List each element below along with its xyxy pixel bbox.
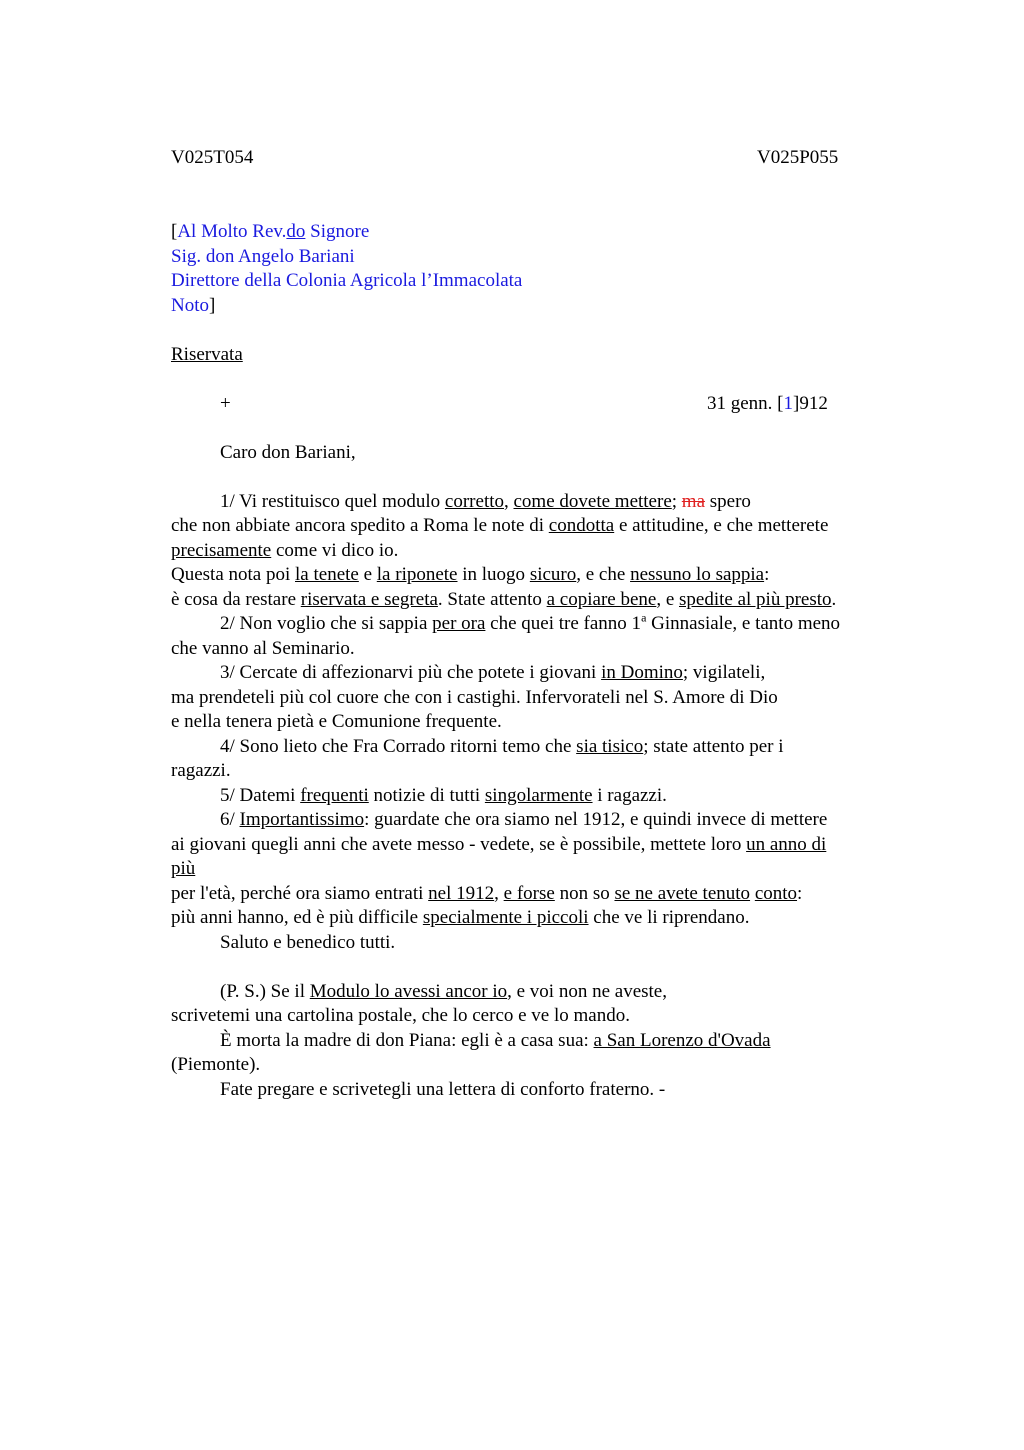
p6-l4-e: non so [554, 882, 615, 904]
ps-l3-b: a San Lorenzo d'Ovada [593, 1029, 771, 1051]
p6-l3-text: più [171, 858, 196, 879]
p1-l5-g: . [831, 588, 837, 610]
p1-line-1 [220, 490, 751, 515]
p1-l1-deleted-word: ma [681, 490, 706, 512]
p1-l1-b: corretto [444, 490, 504, 512]
ps-l1-c: , e voi non ne aveste, [507, 980, 667, 1002]
doc-id-right-text: V025P055 [757, 147, 839, 168]
p1-l1-g: spero [705, 490, 751, 512]
p5-line-1 [220, 784, 667, 809]
p6-l4-b: nel 1912 [428, 882, 495, 904]
p2-l1-d: Ginnasiale, e tanto meno [646, 613, 841, 634]
p6-l4-i: : [797, 882, 803, 904]
p6-l4-h: conto [754, 882, 798, 904]
p6-line-3 [171, 857, 195, 882]
riservata-text: Riservata [171, 343, 243, 365]
p1-l4-h: nessuno lo sappia [630, 564, 765, 585]
p1-line-2 [171, 514, 828, 539]
p1-l1-e: ; [671, 490, 682, 512]
p1-l5-f: spedite al più presto [679, 588, 832, 610]
p1-l5-a: è cosa da restare [171, 588, 301, 610]
closing-text: Saluto e benedico tutti. [220, 931, 396, 953]
p6-l5-c: che ve li riprendano. [588, 907, 750, 928]
p6-l2-b: un anno di [746, 833, 827, 855]
address-line-1-abbrev: do [286, 221, 306, 242]
p1-l1-d: come dovete mettere [513, 490, 672, 512]
address-line-1 [171, 220, 369, 245]
p3-l1-a: 3/ Cercate di affezionarvi più che potete i giovani [220, 662, 602, 683]
p1-l4-b: la tenete [295, 564, 359, 585]
p2-l2-text: che vanno al Seminario. [171, 637, 355, 659]
p3-l2-text: ma prendeteli più col cuore che con i castighi. Infervorateli nel S. Amore di Dio [171, 686, 778, 708]
address-line-2 [171, 245, 355, 270]
p6-l1-b: Importantissimo [239, 809, 365, 830]
p1-l2-b: condotta [548, 515, 615, 536]
ps-line-2 [171, 1004, 630, 1029]
ps-l1-b: Modulo lo avessi ancor io [309, 980, 508, 1002]
p2-l1-a: 2/ Non voglio che si sappia [220, 613, 433, 634]
p1-l4-c: e [358, 564, 377, 585]
date-part-c: ]912 [793, 392, 828, 414]
address-line-3 [171, 269, 522, 294]
address-line-1-text: Al Molto Rev. [177, 221, 287, 242]
p2-line-1 [220, 612, 840, 637]
p4-line-1 [220, 735, 784, 760]
p5-l1-a: 5/ Datemi [220, 784, 301, 806]
p1-l4-a: Questa nota poi [171, 564, 296, 585]
p6-l1-c: : guardate che ora siamo nel 1912, e quindi invece di mettere [364, 809, 828, 830]
p3-line-2 [171, 686, 778, 711]
p3-l1-b: in Domino [601, 662, 683, 683]
address-open-bracket: [ [171, 221, 178, 242]
p2-l1-superscript: a [641, 610, 647, 625]
p5-l1-d: singolarmente [484, 784, 593, 806]
ps-line-5 [220, 1078, 665, 1103]
p1-line-4 [171, 563, 769, 588]
p4-l1-b: sia tisico [576, 735, 644, 757]
cross-text: + [220, 392, 231, 414]
cross-mark [220, 392, 231, 417]
p1-l4-i: : [764, 564, 770, 585]
address-line-4 [171, 294, 215, 319]
doc-id-right [757, 146, 838, 171]
p5-l1-e: i ragazzi. [592, 784, 667, 806]
address-close-bracket: ] [209, 294, 216, 316]
p1-l5-d: a copiare bene [546, 588, 657, 610]
p5-l1-c: notizie di tutti [368, 784, 485, 806]
p1-l5-e: , e [656, 588, 680, 610]
p3-line-3 [171, 710, 502, 735]
address-line-1-tail: Signore [305, 221, 370, 242]
p3-l3-text: e nella tenera pietà e Comunione frequente. [171, 711, 502, 732]
p1-l5-c: . State attento [437, 588, 547, 610]
p1-l1-c: , [504, 490, 514, 512]
address-line-4-text: Noto [171, 294, 209, 316]
p1-l2-c: e attitudine, e che metterete [614, 515, 829, 536]
p6-l4-f: se ne avete tenuto [614, 882, 751, 904]
p6-l1-a: 6/ [220, 809, 240, 830]
doc-id-left-text: V025T054 [171, 147, 254, 168]
p1-l4-d: la riponete [376, 564, 458, 585]
doc-id-left [171, 146, 253, 171]
p2-line-2 [171, 637, 355, 662]
ps-l4-text: (Piemonte). [171, 1054, 261, 1075]
p6-line-5 [171, 906, 749, 931]
riservata-label [171, 343, 243, 368]
p1-l4-f: sicuro [529, 564, 577, 585]
ps-line-3 [220, 1029, 771, 1054]
p4-l1-a: 4/ Sono lieto che Fra Corrado ritorni temo che [220, 735, 577, 757]
ps-line-1 [220, 980, 667, 1005]
p5-l1-b: frequenti [300, 784, 369, 806]
p3-l1-c: ; vigilateli, [682, 662, 766, 683]
p6-l4-a: per l'età, perché ora siamo entrati [171, 882, 429, 904]
p4-l1-c: ; state attento per i [643, 735, 784, 757]
salutation [220, 441, 356, 466]
p4-line-2 [171, 759, 231, 784]
date-part-a: 31 genn. [ [707, 392, 784, 414]
p2-l1-b: per ora [432, 613, 486, 634]
p1-l2-a: che non abbiate ancora spedito a Roma le note di [171, 515, 549, 536]
p4-l2-text: ragazzi. [171, 760, 231, 781]
p2-l1-c: che quei tre fanno 1 [485, 613, 642, 634]
ps-line-4 [171, 1053, 260, 1078]
p3-line-1 [220, 661, 765, 686]
ps-l2-text: scrivetemi una cartolina postale, che lo cerco e ve lo mando. [171, 1005, 630, 1026]
ps-l5-text: Fate pregare e scrivetegli una lettera di conforto fraterno. - [220, 1078, 666, 1100]
address-line-3-text: Direttore della Colonia Agricola l’Immacolata [171, 270, 523, 291]
p6-l2-a: ai giovani quegli anni che avete messo - vedete, se è possibile, mettete loro [171, 833, 747, 855]
p1-l4-e: in luogo [457, 564, 530, 585]
date-part-b: 1 [783, 392, 794, 414]
p6-l5-b: specialmente i piccoli [422, 907, 589, 928]
salutation-text: Caro don Bariani, [220, 441, 356, 463]
closing-line [220, 931, 395, 956]
p6-line-2 [171, 833, 826, 858]
letter-date [707, 392, 828, 417]
p1-l3-b: come vi dico io. [271, 539, 399, 561]
p1-l3-a: precisamente [171, 539, 272, 561]
p1-l1-a: 1/ Vi restituisco quel modulo [220, 490, 445, 512]
p6-l5-a: più anni hanno, ed è più difficile [171, 907, 423, 928]
p6-line-4 [171, 882, 802, 907]
p6-line-1 [220, 808, 827, 833]
p6-l4-c: , [494, 882, 504, 904]
p1-l5-b: riservata e segreta [300, 588, 438, 610]
address-line-2-text: Sig. don Angelo Bariani [171, 245, 355, 267]
p6-l4-d: e forse [503, 882, 555, 904]
ps-l3-a: È morta la madre di don Piana: egli è a casa sua: [220, 1029, 594, 1051]
p1-line-3 [171, 539, 398, 564]
p1-l4-g: , e che [576, 564, 631, 585]
ps-l1-a: (P. S.) Se il [220, 980, 310, 1002]
p1-line-5 [171, 588, 836, 613]
